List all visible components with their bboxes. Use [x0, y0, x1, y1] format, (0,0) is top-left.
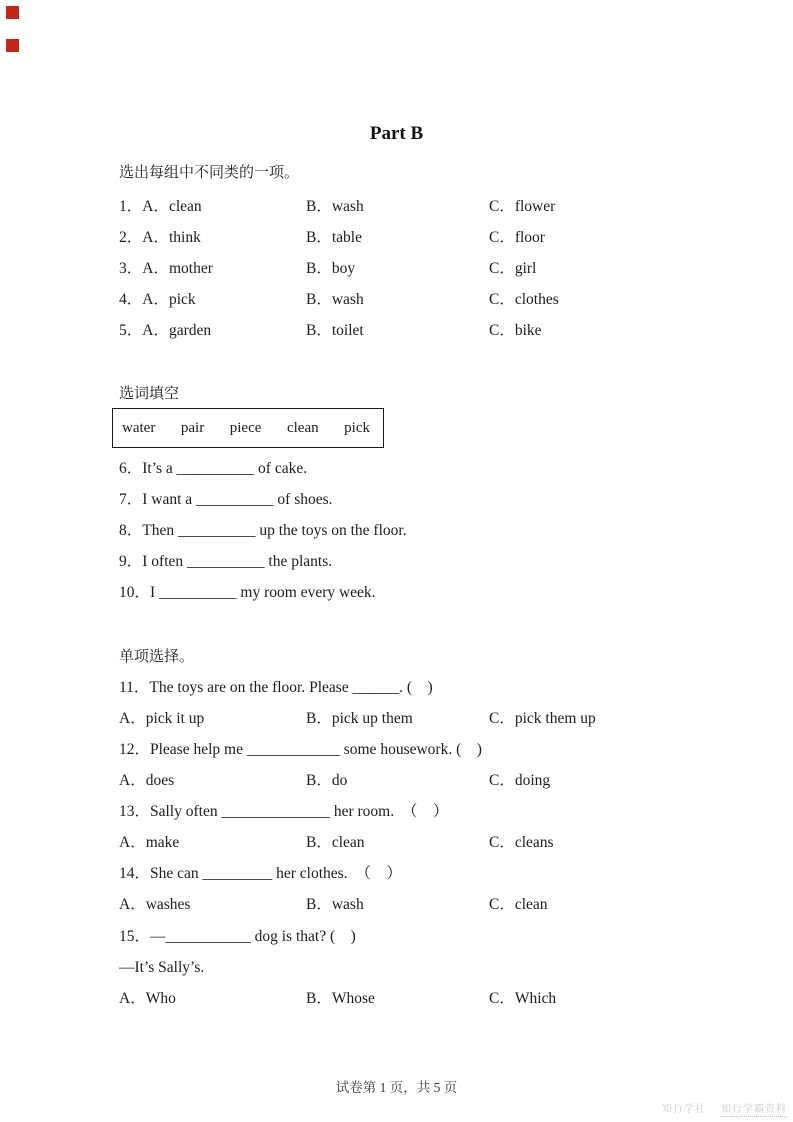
- question-15-reply: —It’s Sally’s.: [119, 959, 205, 976]
- option-b: B．boy: [306, 260, 356, 277]
- options-row-15: [119, 989, 773, 1009]
- fill-item-7: 7．I want a __________ of shoes.: [119, 491, 333, 508]
- option-c: C．girl: [489, 260, 537, 277]
- option-c: C．pick them up: [489, 710, 596, 727]
- fill-item-8: 8．Then __________ up the toys on the floor.: [119, 522, 407, 539]
- option-b: B．clean: [306, 834, 365, 851]
- word-bank-word: pick: [344, 419, 370, 436]
- option-a: A．make: [119, 834, 180, 851]
- fill-item-6: 6．It’s a __________ of cake.: [119, 460, 308, 477]
- red-corner-mark-bottom: [6, 39, 19, 52]
- option-b: B．wash: [306, 291, 364, 308]
- options-row-11: [119, 709, 773, 729]
- fill-item-9: 9．I often __________ the plants.: [119, 553, 333, 570]
- watermark-text-right: 知行学霸资料: [721, 1100, 787, 1117]
- question-number: 2．: [119, 229, 143, 246]
- question-stem-15: 15．—___________ dog is that? ( ): [119, 928, 356, 945]
- option-a: A．garden: [142, 322, 212, 339]
- option-c: C．flower: [489, 198, 556, 215]
- question-row-2: [119, 228, 773, 248]
- option-c: C．bike: [489, 322, 542, 339]
- question-row-4: [119, 290, 773, 310]
- option-a: A．pick it up: [119, 710, 205, 727]
- option-a: A．pick: [142, 291, 196, 308]
- option-a: A．Who: [119, 990, 176, 1007]
- option-b: B．Whose: [306, 990, 375, 1007]
- watermark: [662, 1100, 787, 1117]
- options-row-13: [119, 833, 773, 853]
- section-heading-multiple-choice: 单项选择。: [119, 649, 195, 665]
- red-corner-mark-top: [6, 6, 19, 19]
- option-a: A．clean: [142, 198, 202, 215]
- option-c: C．floor: [489, 229, 545, 246]
- option-b: B．wash: [306, 198, 364, 215]
- question-stem-12: 12．Please help me ____________ some housework. ( ): [119, 741, 482, 758]
- word-bank-word: water: [122, 419, 156, 436]
- option-a: A．mother: [142, 260, 213, 277]
- option-b: B．toilet: [306, 322, 364, 339]
- page-footer: 试卷第 1 页，共 5 页: [335, 1080, 458, 1095]
- option-c: C．doing: [489, 772, 551, 789]
- question-number: 3．: [119, 260, 143, 277]
- word-bank-word: clean: [286, 419, 319, 436]
- question-number: 1．: [119, 198, 143, 215]
- option-c: C．Which: [489, 990, 557, 1007]
- question-row-3: [119, 259, 773, 279]
- option-b: B．wash: [306, 896, 364, 913]
- question-stem-14: 14．She can _________ her clothes. （ ）: [119, 865, 402, 882]
- question-row-1: [119, 197, 773, 217]
- fill-item-10: 10．I __________ my room every week.: [119, 584, 376, 601]
- option-b: B．table: [306, 229, 362, 246]
- option-b: B．pick up them: [306, 710, 413, 727]
- section-heading-odd-one-out: 选出每组中不同类的一项。: [119, 165, 300, 181]
- word-bank-word: pair: [180, 419, 205, 436]
- option-c: C．clothes: [489, 291, 559, 308]
- option-a: A．does: [119, 772, 175, 789]
- options-row-12: [119, 771, 773, 791]
- option-c: C．clean: [489, 896, 548, 913]
- option-a: A．think: [142, 229, 201, 246]
- word-bank-word: piece: [229, 419, 262, 436]
- question-number: 5．: [119, 322, 143, 339]
- question-row-5: [119, 321, 773, 341]
- option-b: B．do: [306, 772, 348, 789]
- question-number: 4．: [119, 291, 143, 308]
- page-title: Part B: [369, 123, 424, 144]
- option-a: A．washes: [119, 896, 191, 913]
- options-row-14: [119, 895, 773, 915]
- option-c: C．cleans: [489, 834, 554, 851]
- word-bank-box: [112, 408, 384, 448]
- watermark-text-left: 知行学社: [662, 1104, 706, 1115]
- question-stem-11: 11．The toys are on the floor. Please ______. ( ): [119, 679, 433, 696]
- question-stem-13: 13．Sally often ______________ her room. （ ）: [119, 803, 449, 820]
- section-heading-fill-in: 选词填空: [119, 386, 180, 402]
